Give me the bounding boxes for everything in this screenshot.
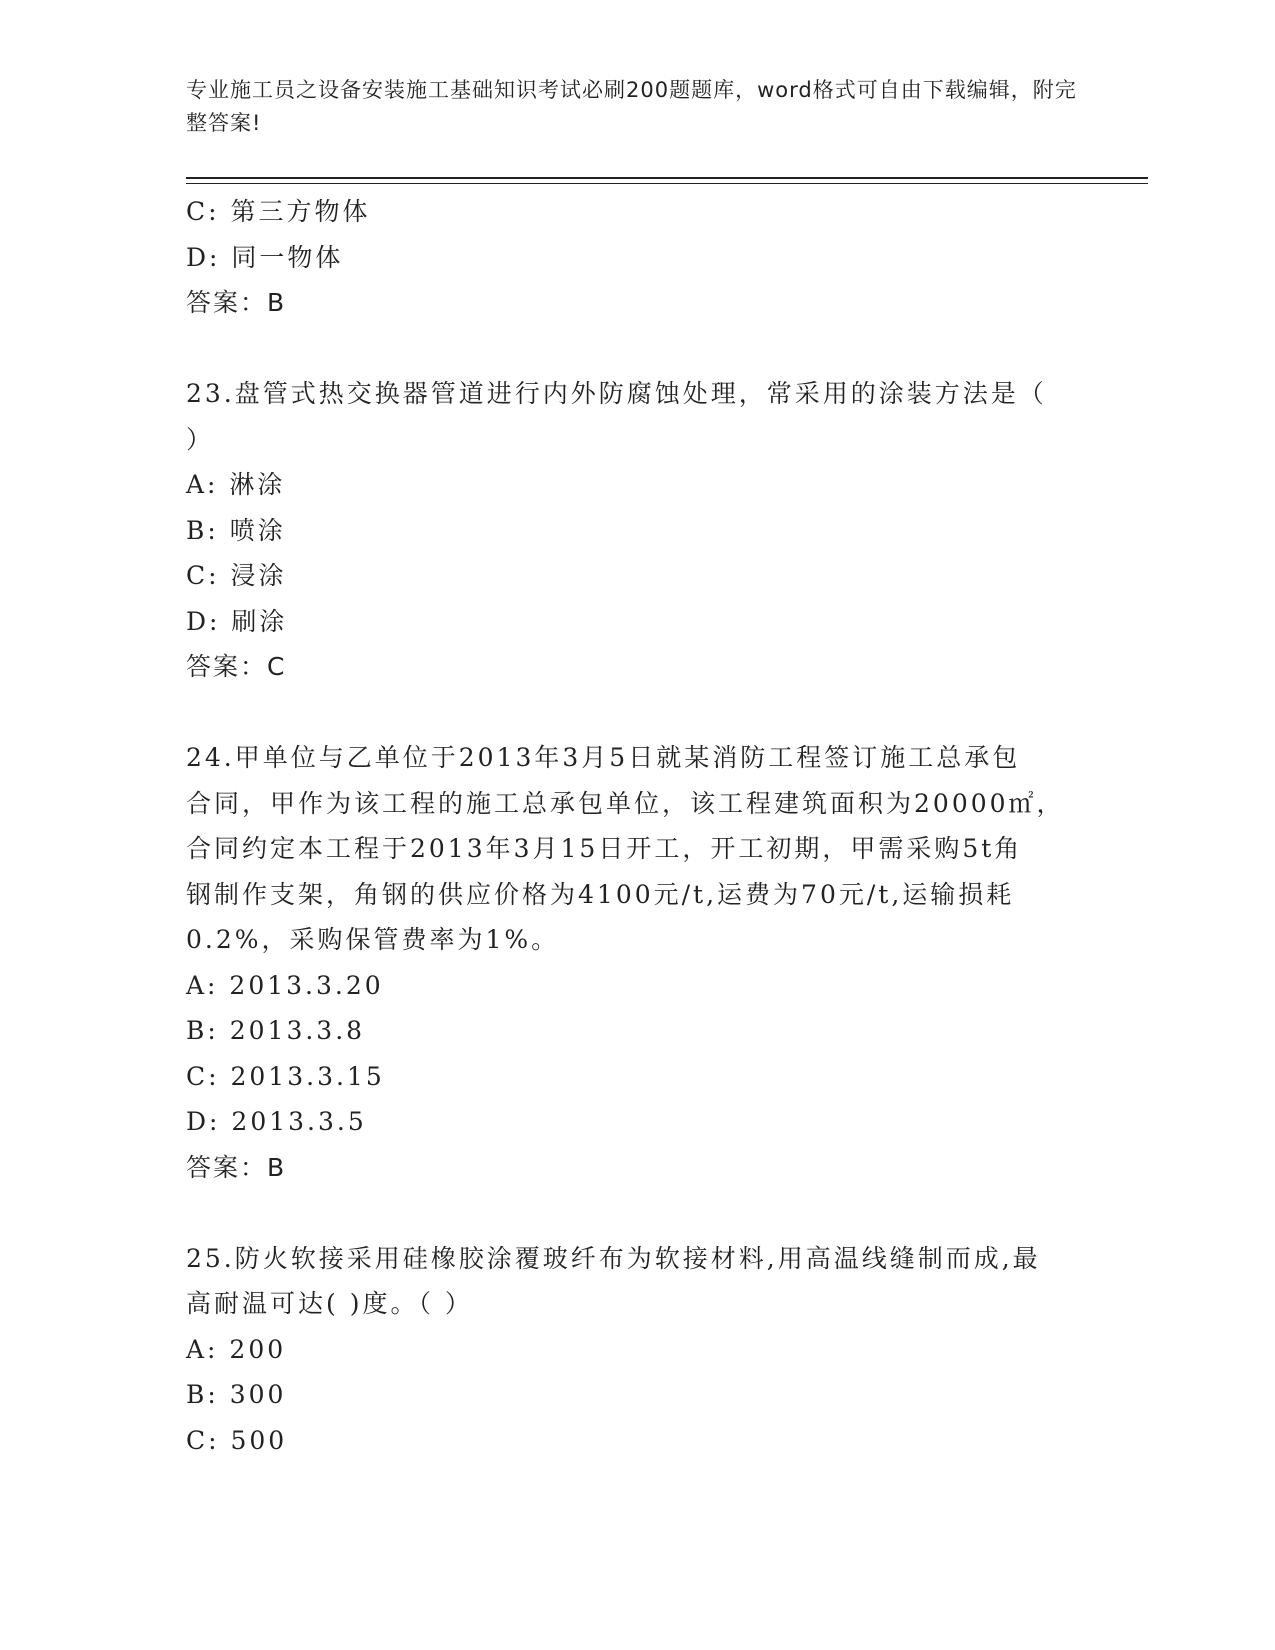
question-text-line: 合同约定本工程于2013年3月15日开工，开工初期，甲需采购5t角 xyxy=(186,834,1023,863)
question-text-line: 23.盘管式热交换器管道进行内外防腐蚀处理，常采用的涂装方法是（ xyxy=(186,379,1047,408)
option-a: A: 淋涂 xyxy=(186,470,286,499)
question-text-line: 0.2%，采购保管费率为1%。 xyxy=(186,925,560,954)
option-b: B: 喷涂 xyxy=(186,515,286,545)
spacer xyxy=(186,1190,1086,1236)
question-text-line: 24.甲单位与乙单位于2013年3月5日就某消防工程签订施工总承包 xyxy=(186,743,1021,772)
question-text-line: ） xyxy=(186,424,215,454)
header-divider-thin xyxy=(186,183,1148,184)
question-text-line: 25.防火软接采用硅橡胶涂覆玻纤布为软接材料,用高温线缝制而成,最 xyxy=(186,1243,1041,1273)
option-a: A: 2013.3.20 xyxy=(186,970,384,1000)
spacer xyxy=(186,690,1086,736)
question-22 xyxy=(186,189,1086,326)
option-c: C: 浸涂 xyxy=(186,561,287,590)
header-divider-thick xyxy=(186,177,1148,179)
option-a: A: 200 xyxy=(186,1334,287,1364)
option-c: C: 500 xyxy=(186,1425,288,1455)
answer-line: 答案：C xyxy=(186,652,287,681)
page-header: 专业施工员之设备安装施工基础知识考试必刷200题题库，word格式可自由下载编辑，附完整答案! xyxy=(186,78,1077,135)
question-text-line: 钢制作支架，角钢的供应价格为4100元/t,运费为70元/t,运输损耗 xyxy=(186,879,1015,909)
option-d: D: 刷涂 xyxy=(186,606,288,636)
option-d: D: 同一物体 xyxy=(186,242,344,272)
option-b: B: 2013.3.8 xyxy=(186,1016,366,1045)
question-list xyxy=(186,189,1086,1463)
question-text-line: 高耐温可达( )度。（ ） xyxy=(186,1289,473,1318)
question-24 xyxy=(186,735,1086,1190)
option-b: B: 300 xyxy=(186,1380,287,1409)
answer-line: 答案：B xyxy=(186,288,287,317)
question-23 xyxy=(186,371,1086,690)
option-d: D: 2013.3.5 xyxy=(186,1107,367,1136)
spacer xyxy=(186,326,1086,372)
answer-line: 答案：B xyxy=(186,1152,287,1182)
option-c: C: 2013.3.15 xyxy=(186,1061,385,1091)
question-25 xyxy=(186,1236,1086,1464)
option-c: C: 第三方物体 xyxy=(186,197,371,226)
question-text-line: 合同，甲作为该工程的施工总承包单位，该工程建筑面积为20000㎡， xyxy=(186,788,1065,818)
